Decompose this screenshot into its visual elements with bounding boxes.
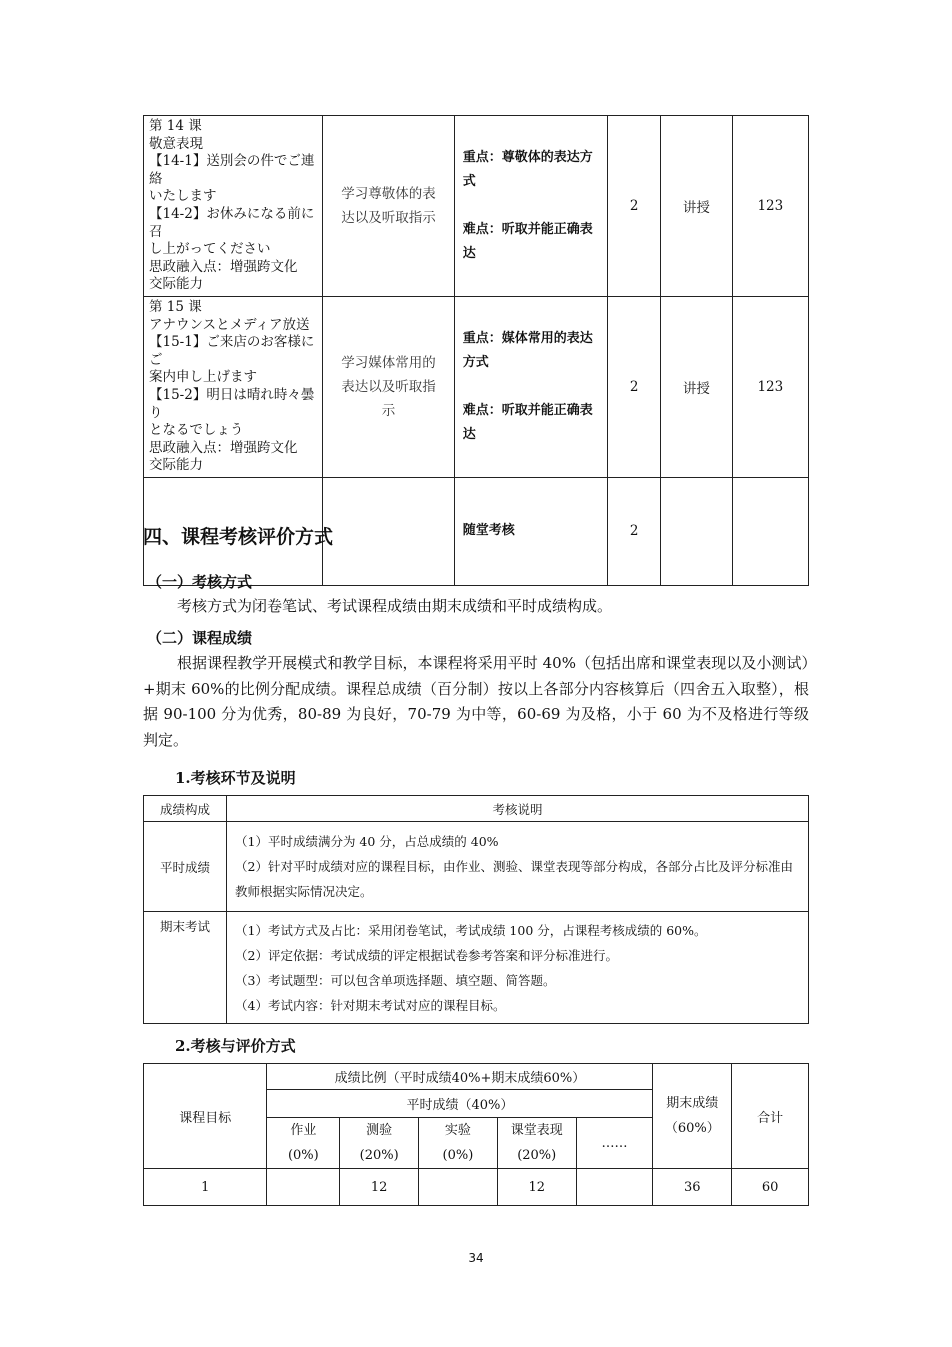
description-item: （2）评定依据：考试成绩的评定根据试卷参考答案和评分标准进行。 bbox=[235, 947, 618, 963]
method-cell: 讲授 bbox=[661, 296, 733, 477]
data-cell: 60 bbox=[732, 1169, 809, 1206]
regular-header: 平时成绩（40%） bbox=[267, 1090, 653, 1118]
table-row bbox=[144, 822, 809, 912]
table-row bbox=[144, 116, 809, 297]
lesson-line: 第 14 课 bbox=[149, 118, 202, 134]
sub-header bbox=[419, 1118, 498, 1169]
table-row bbox=[144, 796, 809, 822]
key-point: 重点：尊敬体的表达方式 bbox=[462, 149, 593, 189]
method-cell bbox=[661, 477, 733, 585]
component-label: 平时成绩 bbox=[144, 822, 227, 912]
sub-header bbox=[340, 1118, 419, 1169]
difficulty-point: 难点：听取并能正确表达 bbox=[462, 402, 593, 442]
subheading: 2.考核与评价方式 bbox=[175, 1037, 296, 1055]
evaluation-table bbox=[143, 1063, 809, 1206]
data-cell: 12 bbox=[497, 1169, 576, 1206]
total-header: 合计 bbox=[732, 1064, 809, 1169]
target-cell bbox=[732, 477, 808, 585]
lesson-line: アナウンスとメディア放送 bbox=[149, 316, 310, 333]
data-cell bbox=[267, 1169, 340, 1206]
description-item: （4）考试内容：针对期末考试对应的课程目标。 bbox=[235, 997, 506, 1013]
hours-cell: 2 bbox=[608, 477, 661, 585]
data-cell: 1 bbox=[144, 1169, 267, 1206]
header-cell: 成绩构成 bbox=[144, 796, 227, 822]
lesson-line: 交际能力 bbox=[149, 276, 203, 293]
final-header-line: （60%） bbox=[664, 1121, 720, 1136]
hours-cell: 2 bbox=[608, 296, 661, 477]
sub-header bbox=[497, 1118, 576, 1169]
lesson-line: 案内申し上げます bbox=[149, 369, 257, 386]
quiz-label: 随堂考核 bbox=[454, 477, 607, 585]
difficulty-point: 难点：听取并能正确表达 bbox=[462, 221, 593, 261]
target-cell: 123 bbox=[732, 116, 808, 297]
goal-line: 学习尊敬体的表 bbox=[341, 185, 436, 202]
sub-header-line: (20%) bbox=[517, 1148, 557, 1163]
lesson-line: いたします bbox=[149, 188, 217, 205]
sub-header-line: (0%) bbox=[442, 1148, 474, 1163]
sub-header-line: 作业 bbox=[290, 1123, 317, 1138]
lesson-line: 【14-1】送別会の件でご連絡 bbox=[149, 153, 315, 187]
header-cell: 考核说明 bbox=[227, 796, 809, 822]
lesson-line: 【15-2】明日は晴れ時々曇り bbox=[149, 386, 315, 421]
lesson-line: 【14-2】お休みになる前に召 bbox=[149, 205, 315, 240]
component-label: 期末考试 bbox=[144, 912, 227, 1024]
description-item: （1）平时成绩满分为 40 分，占总成绩的 40% bbox=[235, 834, 499, 849]
goal-line: 表达以及听取指 bbox=[341, 378, 436, 395]
lesson-line: 思政融入点：增强跨文化 bbox=[149, 439, 298, 456]
goal-cell bbox=[323, 296, 454, 477]
data-cell: 12 bbox=[340, 1169, 419, 1206]
section-title: 四、课程考核评价方式 bbox=[143, 526, 334, 548]
target-cell: 123 bbox=[732, 296, 808, 477]
lesson-line: 【15-1】ご来店のお客様にご bbox=[149, 334, 315, 368]
lesson-cell bbox=[144, 296, 323, 477]
ratio-header: 成绩比例（平时成绩40%+期末成绩60%） bbox=[267, 1064, 653, 1090]
sub-header-line: 课堂表现 bbox=[510, 1123, 563, 1138]
sub-header-line: …… bbox=[601, 1135, 628, 1151]
goal-header: 课程目标 bbox=[144, 1064, 267, 1169]
goal-cell bbox=[323, 477, 454, 585]
goal-line: 达以及听取指示 bbox=[341, 209, 436, 226]
lesson-line: 交际能力 bbox=[149, 457, 203, 474]
lesson-line: 思政融入点：增强跨文化 bbox=[149, 258, 298, 275]
sub-header bbox=[267, 1118, 340, 1169]
subheading: 1.考核环节及说明 bbox=[175, 769, 296, 787]
assessment-table bbox=[143, 795, 809, 1024]
description-item: （3）考试题型：可以包含单项选择题、填空题、简答题。 bbox=[235, 972, 556, 988]
schedule-table bbox=[143, 115, 809, 586]
lesson-line: 第 15 课 bbox=[149, 298, 202, 315]
goal-line: 示 bbox=[381, 402, 396, 419]
table-row bbox=[144, 912, 809, 1024]
lesson-line: となるでしょう bbox=[149, 422, 244, 439]
data-cell: 36 bbox=[653, 1169, 732, 1206]
table-row bbox=[144, 1169, 809, 1206]
sub-header-line: 测验 bbox=[366, 1123, 393, 1138]
sub-header-line: (20%) bbox=[359, 1148, 399, 1163]
page-number: 34 bbox=[468, 1251, 484, 1265]
paragraph: 根据课程教学开展模式和教学目标，本课程将采用平时 40%（包括出席和课堂表现以及小测试）+期末 60%的比例分配成绩。课程总成绩（百分制）按以上各部分内容核算后（四舍五入取整），根据 90-100 分为优秀，80-89 为良好，70-79 为中等，60-69 为及格，小于 60 为不及格进行等级判定。 bbox=[143, 654, 809, 749]
table-row bbox=[144, 1064, 809, 1090]
method-cell: 讲授 bbox=[661, 116, 733, 297]
subsection-title: （二）课程成绩 bbox=[147, 629, 253, 647]
description-item: （2）针对平时成绩对应的课程目标，由作业、测验、课堂表现等部分构成，各部分占比及评分标准由教师根据实际情况决定。 bbox=[235, 859, 793, 899]
data-cell bbox=[419, 1169, 498, 1206]
data-cell bbox=[576, 1169, 653, 1206]
lesson-line: し上がってください bbox=[149, 241, 271, 258]
lesson-cell bbox=[144, 116, 323, 297]
paragraph: 考核方式为闭卷笔试、考试课程成绩由期末成绩和平时成绩构成。 bbox=[177, 597, 613, 615]
goal-line: 学习媒体常用的 bbox=[341, 354, 436, 371]
table-row bbox=[144, 296, 809, 477]
goal-cell bbox=[323, 116, 454, 297]
hours-cell: 2 bbox=[608, 116, 661, 297]
key-point: 重点：媒体常用的表达方式 bbox=[462, 330, 593, 370]
key-difficulty-cell bbox=[454, 116, 607, 297]
description-cell bbox=[227, 822, 809, 912]
sub-header-line: 实验 bbox=[444, 1123, 471, 1138]
subsection-title: （一）考核方式 bbox=[147, 573, 253, 591]
lesson-line: 敬意表現 bbox=[149, 135, 203, 152]
description-item: （1）考试方式及占比：采用闭卷笔试，考试成绩 100 分，占课程考核成绩的 60%。 bbox=[235, 922, 707, 938]
key-difficulty-cell bbox=[454, 296, 607, 477]
final-header bbox=[653, 1064, 732, 1169]
final-header-line: 期末成绩 bbox=[666, 1096, 719, 1111]
description-cell bbox=[227, 912, 809, 1024]
sub-header-line: (0%) bbox=[287, 1148, 319, 1163]
sub-header bbox=[576, 1118, 653, 1169]
